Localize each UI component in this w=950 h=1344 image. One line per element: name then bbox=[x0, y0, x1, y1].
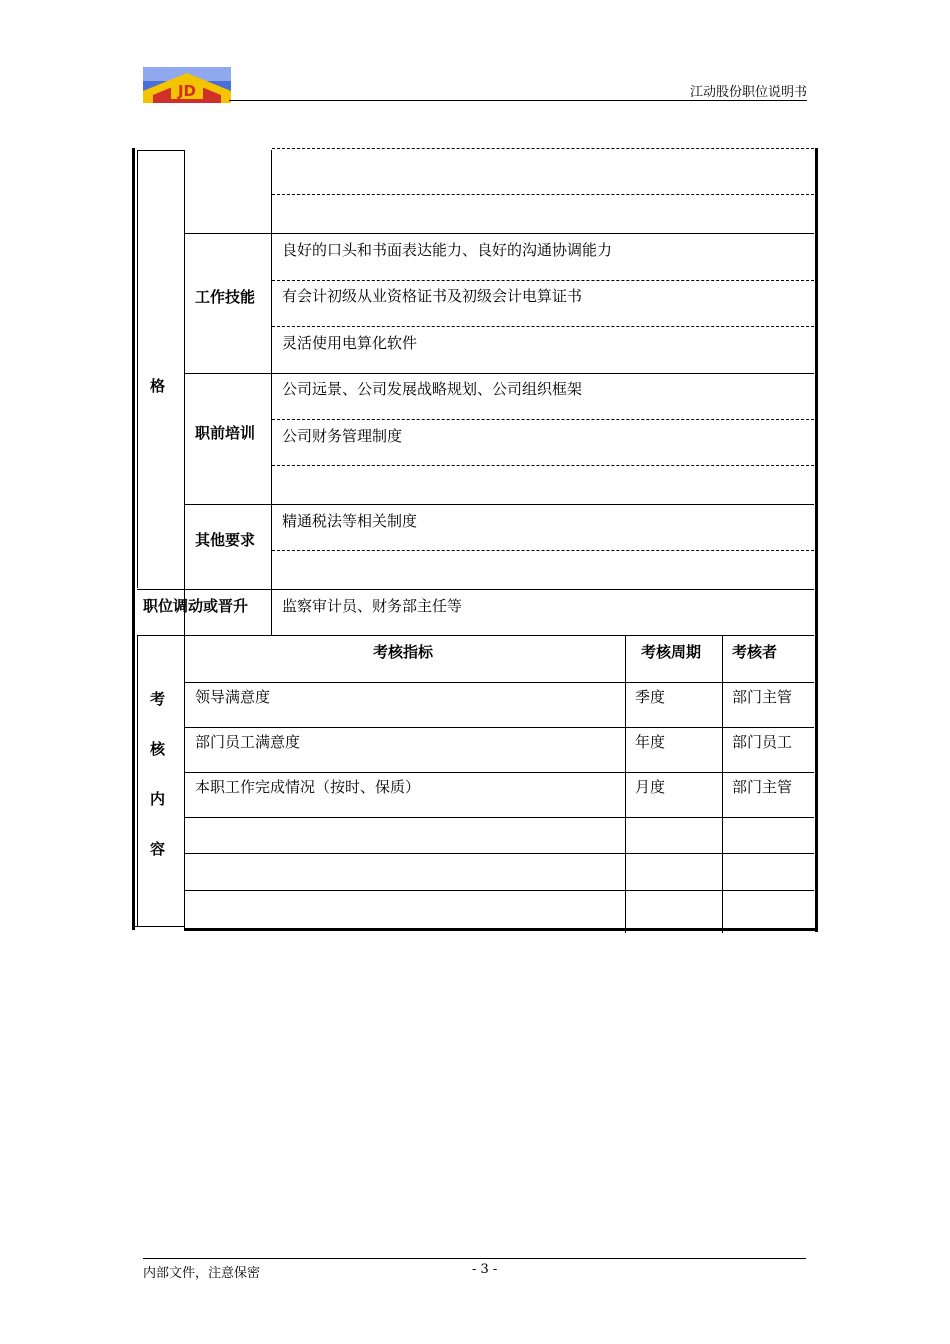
row-period: 月度 bbox=[635, 778, 666, 796]
table-border-right bbox=[815, 148, 818, 932]
row-indicator: 部门员工满意度 bbox=[195, 733, 301, 751]
training-item: 公司财务管理制度 bbox=[282, 427, 403, 445]
promotion-value: 监察审计员、财务部主任等 bbox=[282, 597, 463, 615]
qualification-section-label: 格 bbox=[150, 377, 166, 395]
header-title: 江动股份职位说明书 bbox=[689, 85, 807, 100]
column-header-assessor: 考核者 bbox=[732, 643, 778, 661]
row-period: 年度 bbox=[635, 733, 666, 751]
work-skill-item: 有会计初级从业资格证书及初级会计电算证书 bbox=[282, 287, 583, 305]
page-number: - 3 - bbox=[472, 1262, 498, 1277]
assessment-label-char: 考 bbox=[150, 690, 166, 708]
other-requirement-item: 精通税法等相关制度 bbox=[282, 512, 418, 530]
row-assessor: 部门主管 bbox=[732, 778, 793, 796]
table-border-left bbox=[132, 148, 135, 930]
promotion-label: 职位调动或晋升 bbox=[143, 597, 249, 615]
training-item: 公司远景、公司发展战略规划、公司组织框架 bbox=[282, 380, 583, 398]
row-assessor: 部门员工 bbox=[732, 733, 793, 751]
work-skills-label: 工作技能 bbox=[195, 288, 256, 306]
footer-rule bbox=[143, 1258, 806, 1259]
row-indicator: 本职工作完成情况（按时、保质） bbox=[195, 778, 421, 796]
row-indicator: 领导满意度 bbox=[195, 688, 271, 706]
column-header-period: 考核周期 bbox=[641, 643, 702, 661]
row-assessor: 部门主管 bbox=[732, 688, 793, 706]
column-header-indicator: 考核指标 bbox=[373, 643, 434, 661]
work-skill-item: 灵活使用电算化软件 bbox=[282, 334, 418, 352]
work-skill-item: 良好的口头和书面表达能力、良好的沟通协调能力 bbox=[282, 241, 613, 259]
other-requirements-label: 其他要求 bbox=[195, 531, 256, 549]
assessment-label-char: 容 bbox=[150, 840, 166, 858]
assessment-label-char: 内 bbox=[150, 790, 166, 808]
row-period: 季度 bbox=[635, 688, 666, 706]
pre-job-training-label: 职前培训 bbox=[195, 424, 256, 442]
assessment-label-char: 核 bbox=[150, 740, 166, 758]
logo-text: JD bbox=[177, 82, 197, 100]
footer-confidential: 内部文件，注意保密 bbox=[143, 1266, 261, 1281]
